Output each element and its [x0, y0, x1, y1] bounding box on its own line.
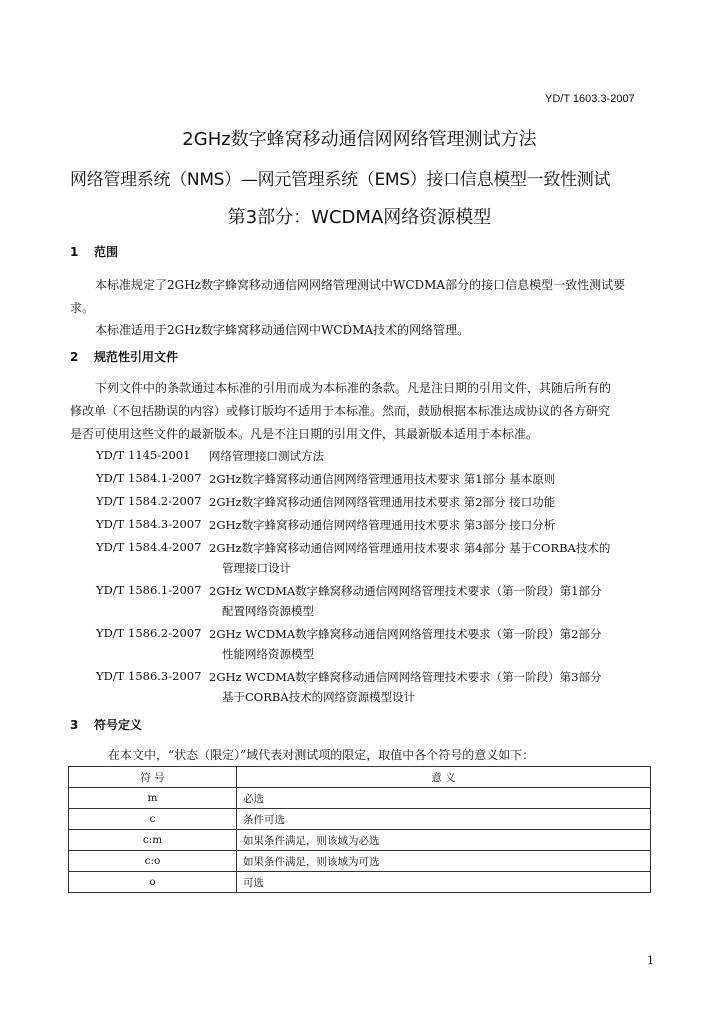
reference-title: 2GHz数字蜂窝移动通信网网络管理通用技术要求 第2部分 接口功能: [209, 495, 556, 509]
reference-title: 网络管理接口测试方法: [209, 449, 324, 463]
reference-title: 2GHz数字蜂窝移动通信网网络管理通用技术要求 第4部分 基于CORBA技术的: [209, 541, 611, 555]
reference-title: 2GHz WCDMA数字蜂窝移动通信网网络管理技术要求（第一阶段）第2部分: [209, 627, 602, 641]
title-line-3: 第3部分：WCDMA网络资源模型: [227, 207, 492, 228]
table-row: [69, 851, 651, 872]
reference-code: YD/T 1584.1-2007: [96, 471, 202, 485]
symbol-cell: m: [69, 788, 237, 809]
reference-item: [96, 448, 656, 464]
reference-code: YD/T 1145-2001: [96, 448, 191, 462]
meaning-cell: 条件可选: [237, 809, 651, 830]
table-row: [69, 872, 651, 893]
table-row: [69, 830, 651, 851]
reference-code: YD/T 1586.3-2007: [96, 669, 202, 683]
section-number: 3: [70, 718, 79, 732]
reference-item: [96, 517, 656, 533]
meaning-cell: 可选: [237, 872, 651, 893]
table-row: [69, 788, 651, 809]
symbol-cell: o: [69, 872, 237, 893]
meaning-cell: 如果条件满足，则该域为必选: [237, 830, 651, 851]
section-title: 符号定义: [94, 718, 143, 732]
column-header-meaning: 意 义: [237, 767, 651, 788]
section-1-paragraph-1: 本标准规定了2GHz数字蜂窝移动通信网网络管理测试中WCDMA部分的接口信息模型一致性测试要: [95, 278, 626, 292]
section-2-heading: [70, 348, 178, 365]
section-number: 2: [70, 350, 79, 364]
reference-title: 2GHz数字蜂窝移动通信网网络管理通用技术要求 第3部分 接口分析: [209, 518, 556, 532]
title-line-2: 网络管理系统（NMS）—网元管理系统（EMS）接口信息模型一致性测试: [70, 170, 611, 190]
section-3-intro: 在本文中，“状态（限定）”域代表对测试项的限定，取值中各个符号的意义如下：: [108, 748, 535, 762]
column-header-symbol: 符 号: [69, 767, 237, 788]
reference-item: [96, 583, 656, 599]
symbol-definition-table: [68, 766, 651, 893]
reference-code: YD/T 1586.2-2007: [96, 626, 202, 640]
reference-title-continuation: 配置网络资源模型: [222, 604, 314, 618]
reference-code: YD/T 1584.3-2007: [96, 517, 202, 531]
reference-code: YD/T 1584.4-2007: [96, 540, 202, 554]
section-1-heading: [70, 243, 118, 260]
reference-item: [96, 471, 656, 487]
section-1-paragraph-2: 本标准适用于2GHz数字蜂窝移动通信网中WCDMA技术的网络管理。: [95, 323, 470, 337]
section-title: 规范性引用文件: [94, 350, 179, 364]
reference-title-continuation: 性能网络资源模型: [222, 647, 314, 661]
section-2-paragraph-line-3: 是否可使用这些文件的最新版本。凡是不注日期的引用文件，其最新版本适用于本标准。: [70, 427, 539, 441]
title-line-1: 2GHz数字蜂窝移动通信网网络管理测试方法: [182, 129, 537, 150]
meaning-cell: 必选: [237, 788, 651, 809]
section-1-paragraph-1-cont: 求。: [70, 301, 95, 315]
reference-title: 2GHz WCDMA数字蜂窝移动通信网网络管理技术要求（第一阶段）第1部分: [209, 584, 602, 598]
symbol-cell: c:m: [69, 830, 237, 851]
reference-title-continuation: 管理接口设计: [222, 561, 291, 575]
reference-code: YD/T 1586.1-2007: [96, 583, 202, 597]
reference-item: [96, 494, 656, 510]
reference-title: 2GHz数字蜂窝移动通信网网络管理通用技术要求 第1部分 基本原则: [209, 472, 556, 486]
symbol-cell: c: [69, 809, 237, 830]
meaning-cell: 如果条件满足，则该域为可选: [237, 851, 651, 872]
reference-item: [96, 669, 656, 685]
section-2-paragraph-line-2: 修改单（不包括勘误的内容）或修订版均不适用于本标准。然而，鼓励根据本标准达成协议的各方研究: [70, 404, 611, 418]
reference-code: YD/T 1584.2-2007: [96, 494, 202, 508]
reference-item: [96, 626, 656, 642]
reference-title-continuation: 基于CORBA技术的网络资源模型设计: [222, 690, 416, 704]
table-row: [69, 809, 651, 830]
symbol-cell: c:o: [69, 851, 237, 872]
section-number: 1: [70, 245, 79, 259]
document-number: YD/T 1603.3-2007: [545, 93, 635, 105]
reference-item: [96, 540, 656, 556]
section-2-paragraph-line-1: 下列文件中的条款通过本标准的引用而成为本标准的条款。凡是注日期的引用文件，其随后所有的: [95, 381, 612, 395]
page-number: 1: [647, 954, 654, 967]
reference-title: 2GHz WCDMA数字蜂窝移动通信网网络管理技术要求（第一阶段）第3部分: [209, 670, 602, 684]
table-header-row: [69, 767, 651, 788]
section-title: 范围: [94, 245, 119, 259]
section-3-heading: [70, 716, 142, 733]
